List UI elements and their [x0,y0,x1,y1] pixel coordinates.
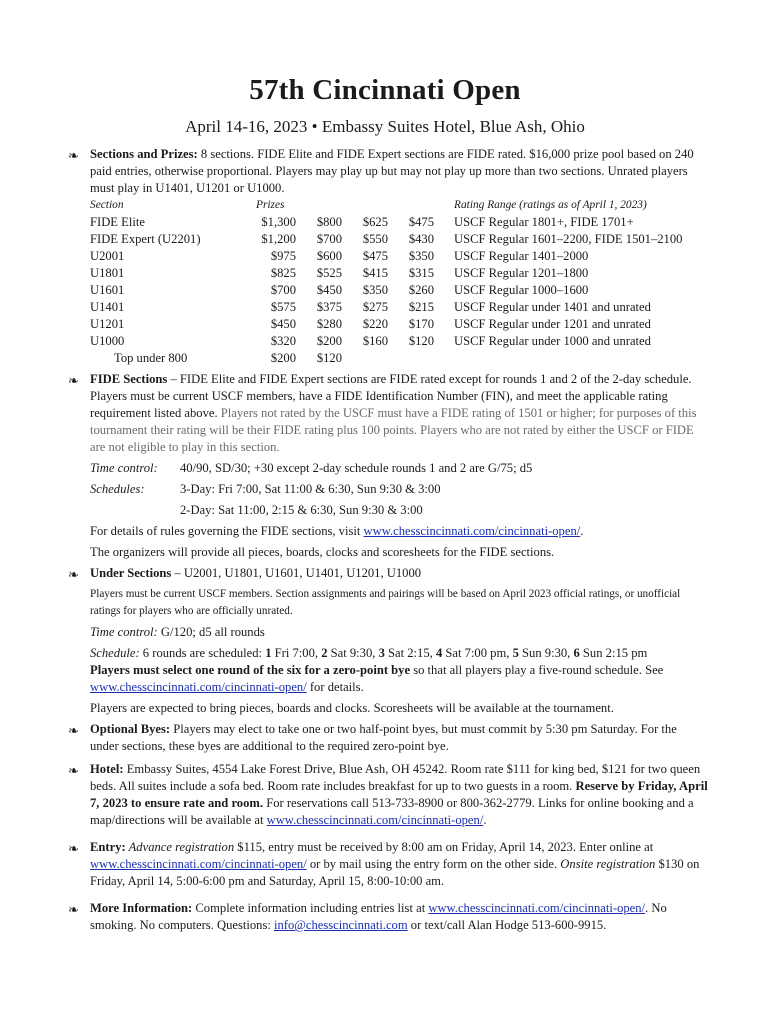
prize-second: $120 [316,351,342,365]
prize-fourth [388,350,434,367]
prize-rating-range: USCF Regular 1000–1600 [454,283,589,297]
entry-heading: Entry: [90,840,126,854]
col-prizes: Prizes [256,199,285,211]
prize-rating-range: USCF Regular under 1000 and unrated [454,334,651,348]
prize-section-name: U1801 [90,266,125,280]
page-subtitle: April 14-16, 2023 • Embassy Suites Hotel, Blue Ash, Ohio [185,117,585,136]
byes-heading: Optional Byes: [90,722,171,736]
prize-fourth: $215 [408,300,434,314]
fide-time-label: Time control: [90,461,158,475]
prize-first: $700 [270,283,296,297]
prize-third: $415 [362,266,388,280]
prize-second: $525 [316,266,342,280]
under-schedule: Schedule: 6 rounds are scheduled: 1 Fri 7:00, 2 Sat 9:30, 3 Sat 2:15, 4 Sat 7:00 pm, 5 Sun 9:30, 6 Sun 2:15 pm [90,646,648,660]
under-rounds [265,646,647,660]
page-title: 57th Cincinnati Open [249,74,521,106]
fide-details-link[interactable]: www.chesscincinnati.com/cincinnati-open/ [363,524,581,538]
under-list: – U2001, U1801, U1601, U1401, U1201, U1000 [171,566,422,580]
round-number: 4 [435,646,443,660]
under-time-value: G/120; d5 all rounds [157,625,265,639]
under-equipment: Players are expected to bring pieces, boards and clocks. Scoresheets will be available at the tournament. [90,701,614,715]
prize-first: $975 [270,249,296,263]
prize-row [90,248,682,265]
round-time: Sun 9:30, [518,646,574,660]
under-sections [68,565,708,582]
prize-third: $475 [362,249,388,263]
hotel-text: Embassy Suites, 4554 Lake Forest Drive, Blue Ash, OH 45242. Room rate $111 for king bed, $121 for two queen beds. All suites include a sofa bed. Room rate includes breakfast for up to two guests in a room. [90,762,701,793]
optional-byes [68,721,708,755]
fide-schedule-1 [68,481,708,498]
round-number: 5 [512,646,519,660]
hotel-heading: Hotel: [90,762,124,776]
prize-first: $825 [270,266,296,280]
prize-section-name: U2001 [90,249,125,263]
col-section: Section [90,199,124,211]
email-link[interactable]: info@chesscincinnati.com [274,918,408,932]
round-time: Fri 7:00, [271,646,322,660]
round-time: Sat 7:00 pm, [442,646,513,660]
prize-section-name: U1000 [90,334,125,348]
fleuron-bullet-icon: ❧ [68,148,79,163]
prize-fourth: $315 [408,266,434,280]
fide-time-value: 40/90, SD/30; +30 except 2-day schedule rounds 1 and 2 are G/75; d5 [180,461,533,475]
prize-third [342,350,388,367]
fide-time-control [68,460,708,477]
hotel-reserve-bold: Reserve by Friday, April 7, 2023 to ensure rate and room. [90,779,708,810]
entry-onsite-label: Onsite registration [560,857,656,871]
round-number: 3 [378,646,385,660]
under-members: Players must be current USCF members. Section assignments and pairings will be based on April 2023 official ratings, or unofficial ratings for players who are officially unrated. [90,588,681,617]
prize-fourth: $475 [408,215,434,229]
fide-sched-label: Schedules: [90,482,145,496]
round-time: Sun 2:15 pm [579,646,648,660]
fide-sections [68,371,708,456]
prize-row [90,231,682,248]
prize-table-header [90,197,682,214]
prize-third: $275 [362,300,388,314]
fide-text: – FIDE Elite and FIDE Expert sections are FIDE rated except for rounds 1 and 2 of the 2-day schedule. Players must be current USCF members, have a FIDE Identification Number (FIN), and meet the applicable rating requirement listed above. [90,372,692,420]
prize-section-name: FIDE Expert (U2201) [90,232,201,246]
prize-first: $450 [270,317,296,331]
prize-rating-range [434,350,682,367]
prize-fourth: $120 [408,334,434,348]
fide-schedule-2 [68,502,708,519]
under-sched-label: Schedule: [90,646,140,660]
prize-row [90,299,682,316]
under-time-control [68,624,708,641]
prize-row [90,214,682,231]
round-number: 2 [321,646,328,660]
prize-rows [90,214,682,367]
prize-fourth: $430 [408,232,434,246]
prize-second: $375 [316,300,342,314]
fleuron-bullet-icon: ❧ [68,373,79,388]
more-information: ❧ More Information: Complete information including entries list at www.chesscincinnati.com/cincinnati-open/. No smoking. No computers. Questions: info@chesscincinnati.com or text/call Alan Hodge 513-600-9915. [68,901,667,932]
prize-rating-range: USCF Regular 1601–2200, FIDE 1501–2100 [454,232,683,246]
prize-second: $700 [316,232,342,246]
hotel: ❧ Hotel: Embassy Suites, 4554 Lake Forest Drive, Blue Ash, OH 45242. Room rate $111 for king bed, $121 for two queen beds. All suites include a sofa bed. Room rate includes breakfast for up to two guests in a room. Reserve by Friday, April 7, 2023 to ensure rate and room. For reservations call 513-733-8900 or 800-362-2779. Links for online booking and a map/directions will be available at www.chesscincinnati.com/cincinnati-open/. [68,762,708,827]
prize-first: $575 [270,300,296,314]
entry: ❧ Entry: Advance registration $115, entry must be received by 8:00 am on Friday, April 14, 2023. Enter online at www.chesscincinnati.com/cincinnati-open/ or by mail using the entry form on the other side. Onsite registration $130 on Friday, April 14, 5:00-6:00 pm and Saturday, April 15, 8:00-10:00 am. [68,840,700,888]
prize-second: $280 [316,317,342,331]
more-info-link[interactable]: www.chesscincinnati.com/cincinnati-open/ [428,901,646,915]
round-time: Sat 9:30, [327,646,379,660]
prize-second: $600 [316,249,342,263]
fide-sched-2day: 2-Day: Sat 11:00, 2:15 & 6:30, Sun 9:30 & 3:00 [180,503,423,517]
fleuron-bullet-icon: ❧ [68,567,79,582]
prize-second: $450 [316,283,342,297]
under-heading: Under Sections [90,566,172,580]
fleuron-bullet-icon: ❧ [68,841,79,856]
prize-section-name: U1401 [90,300,125,314]
prize-fourth: $170 [408,317,434,331]
prize-first: $320 [270,334,296,348]
prize-third: $220 [362,317,388,331]
round-time: Sat 2:15, [384,646,436,660]
prize-table [90,197,682,367]
prize-rating-range: USCF Regular 1801+, FIDE 1701+ [454,215,634,229]
fide-details: For details of rules governing the FIDE sections, visit www.chesscincinnati.com/cincinnati-open/. [90,524,584,538]
prize-row [90,282,682,299]
prize-rating-range: USCF Regular 1401–2000 [454,249,589,263]
under-time-label: Time control: [90,625,158,639]
prize-row [90,316,682,333]
fide-sched-3day: 3-Day: Fri 7:00, Sat 11:00 & 6:30, Sun 9:30 & 3:00 [180,482,441,496]
prize-row [90,333,682,350]
round-number: 6 [573,646,580,660]
prize-third: $350 [362,283,388,297]
prize-second: $800 [316,215,342,229]
prize-section-name: U1601 [90,283,125,297]
fleuron-bullet-icon: ❧ [68,902,79,917]
prize-rating-range: USCF Regular 1201–1800 [454,266,589,280]
fleuron-bullet-icon: ❧ [68,723,79,738]
sections-heading: Sections and Prizes: [90,147,198,161]
fleuron-bullet-icon: ❧ [68,763,79,778]
prize-rating-range: USCF Regular under 1201 and unrated [454,317,651,331]
under-details-link[interactable]: www.chesscincinnati.com/cincinnati-open/ [90,680,307,694]
prize-third: $550 [362,232,388,246]
prize-first: $200 [270,351,296,365]
prize-section-name: U1201 [90,317,125,331]
prize-fourth: $350 [408,249,434,263]
fide-heading: FIDE Sections [90,372,168,386]
prize-section-name: FIDE Elite [90,215,145,229]
prize-fourth: $260 [408,283,434,297]
byes-text: Players may elect to take one or two half-point byes, but must commit by 5:30 pm Saturday. For the under sections, these byes are additional to the required zero-point bye. [90,722,677,753]
prize-third: $625 [362,215,388,229]
prize-second: $200 [316,334,342,348]
round-number: 1 [265,646,272,660]
prize-section-name: Top under 800 [114,351,188,365]
zero-bye-bold: Players must select one round of the six for a zero-point bye [90,663,411,677]
flyer-body [68,146,708,934]
sections-and-prizes [68,146,708,197]
prize-row [90,350,682,367]
prize-row [90,265,682,282]
fide-gray-text: Players not rated by the USCF must have a FIDE rating of 1501 or higher; for purposes of this tournament their rating will be their FIDE rating plus 100 points. Players who are not rated by either the USCF or FIDE are not eligible to play in this section. [90,406,697,454]
prize-rating-range: USCF Regular under 1401 and unrated [454,300,651,314]
more-heading: More Information: [90,901,193,915]
fide-equipment: The organizers will provide all pieces, boards, clocks and scoresheets for the FIDE sections. [90,545,555,559]
entry-adv-label: Advance registration [125,840,235,854]
entry-link[interactable]: www.chesscincinnati.com/cincinnati-open/ [90,857,307,871]
prize-third: $160 [362,334,388,348]
prize-first: $1,200 [261,232,296,246]
zero-point-bye: Players must select one round of the six for a zero-point bye so that all players play a five-round schedule. See www.chesscincinnati.com/cincinnati-open/ for details. [90,663,664,694]
hotel-link[interactable]: www.chesscincinnati.com/cincinnati-open/ [266,813,484,827]
col-range: Rating Range (ratings as of April 1, 2023) [454,199,647,211]
prize-first: $1,300 [261,215,296,229]
sections-text: 8 sections. FIDE Elite and FIDE Expert sections are FIDE rated. $16,000 prize pool based on 240 paid entries, otherwise proportional. Players may play up but may not play up more than two sections. Unrated players must play in U1401, U1201 or U1000. [90,147,694,195]
